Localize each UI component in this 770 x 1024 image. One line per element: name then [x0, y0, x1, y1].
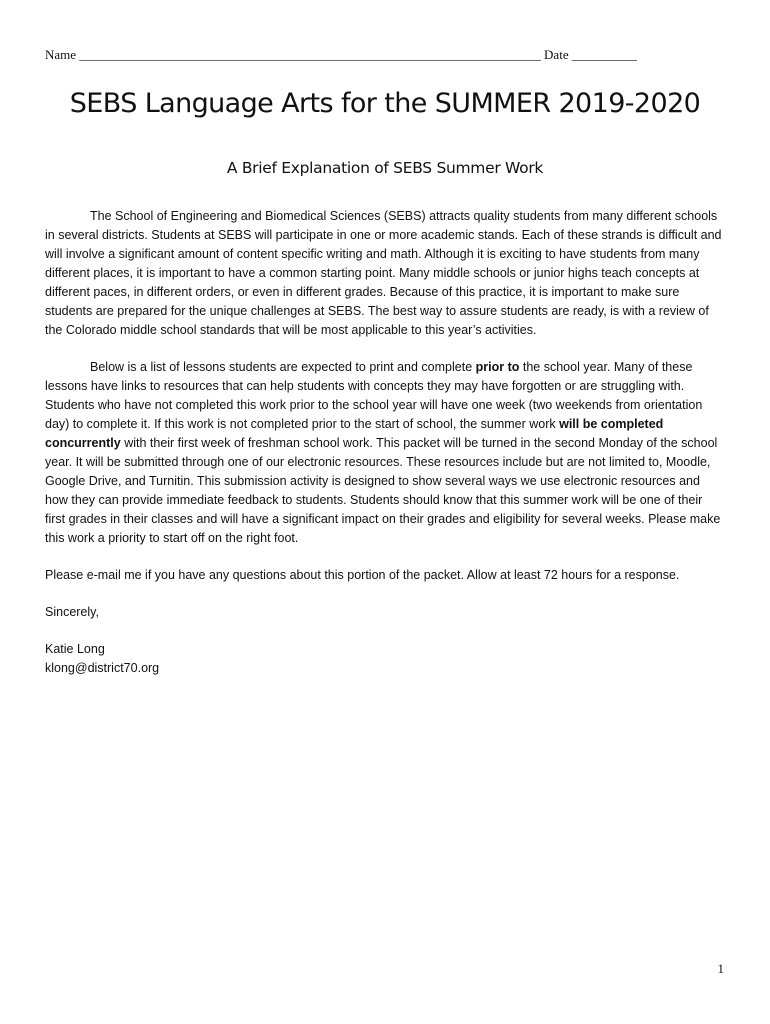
page-number: 1: [717, 961, 724, 976]
paragraph-contact-request: Please e-mail me if you have any questions about this portion of the packet. Allow at least 72 hours for a response.: [45, 568, 680, 582]
closing-salutation: Sincerely,: [45, 605, 99, 619]
signature-block: [45, 640, 725, 678]
bold-prior-to: prior to: [475, 360, 520, 374]
paragraph-introduction: The School of Engineering and Biomedical Sciences (SEBS) attracts quality students from many different schools in several districts. Students at SEBS will participate in one or more academic stands. Each of these strands is difficult and will involve a significant amount of content specific writing and math. Although it is exciting to have students from many different places, it is important to have a common starting point. Many middle schools or junior highs teach concepts at different paces, in different orders, or even in different grades. Because of this practice, it is important to make sure students are prepared for the unique challenges at SEBS. The best way to assure students are ready, is with a review of the Colorado middle school standards that will be most applicable to this year’s activities.: [45, 209, 722, 337]
date-blank: __________: [571, 47, 637, 62]
signature-name: Katie Long: [45, 642, 105, 656]
document-body: [45, 207, 725, 696]
name-date-header: [45, 47, 718, 63]
paragraph-summer-work-details: [45, 358, 725, 548]
signature-email: klong@district70.org: [45, 661, 160, 675]
bold-completed-concurrently: will be completed concurrently: [45, 417, 664, 450]
name-blank: _______________________________________________________________________: [79, 47, 541, 62]
date-label: Date: [544, 47, 569, 62]
document-subtitle: A Brief Explanation of SEBS Summer Work: [226, 159, 544, 177]
name-label: Name: [45, 47, 77, 62]
document-title: SEBS Language Arts for the SUMMER 2019-2020: [69, 88, 701, 119]
paragraph-text: Below is a list of lessons students are expected to print and complete: [90, 360, 476, 374]
paragraph-text: the school year. Many of these lessons have links to resources that can help students with concepts they may have forgotten or are struggling with. Students who have not completed this work prior to the school year will have one week (two weekends from orientation day) to complete it. If this work is not completed prior to the start of school, the summer work: [45, 360, 703, 431]
paragraph-text: with their first week of freshman school work. This packet will be turned in the second Monday of the school year. It will be submitted through one of our electronic resources. These resources include but are not limited to, Moodle, Google Drive, and Turnitin. This submission activity is designed to show several ways we use electronic resources and how they can provide immediate feedback to students. Students should know that this summer work will be one of their first grades in their classes and will have a significant impact on their grades and eligibility for several weeks. Please make this work a priority to start off on the right foot.: [45, 436, 721, 545]
